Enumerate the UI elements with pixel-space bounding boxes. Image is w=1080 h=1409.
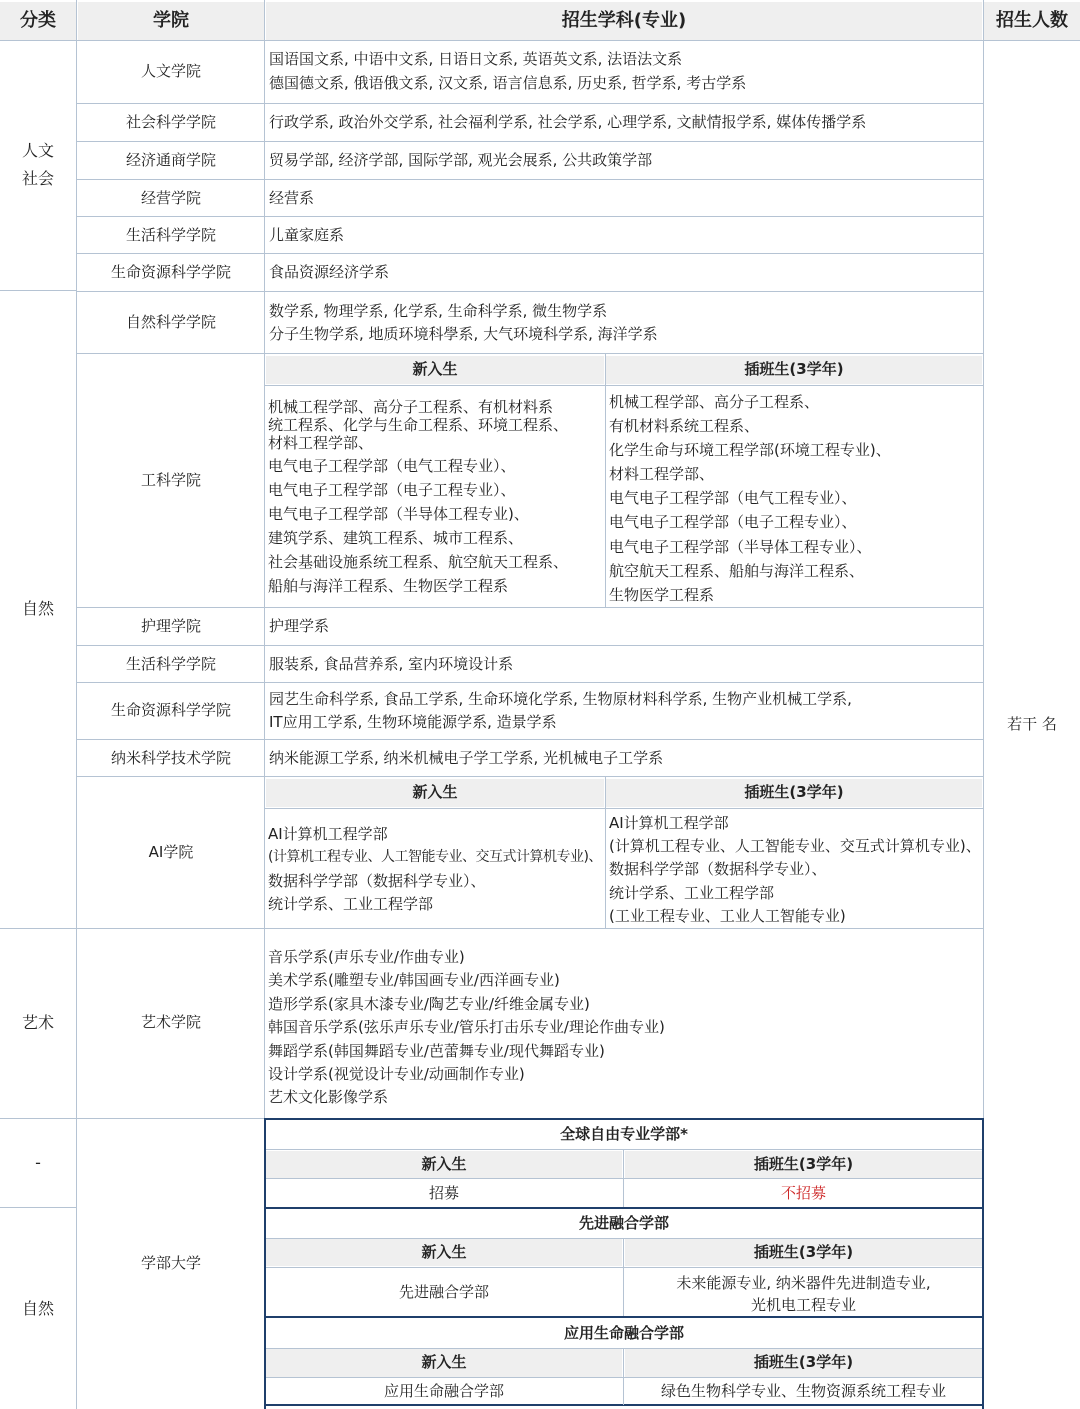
major-line: 行政学系, 政治外交学系, 社会福利学系, 社会学系, 心理学系, 文献情报学系, 媒体传播学系 xyxy=(269,113,867,132)
college-r5: 生活科学学院 xyxy=(125,225,216,244)
major-line: 国语国文系, 中语中文系, 日语日文系, 英语英文系, 法语法文系 xyxy=(269,50,683,68)
grid-line xyxy=(623,1348,624,1405)
major-line: 航空航天工程系、船舶与海洋工程系、 xyxy=(609,561,865,580)
grid-line xyxy=(266,1178,982,1179)
major-line: (计算机工程专业、人工智能专业、交互式计算机专业)、 xyxy=(609,837,981,856)
major-line: 电气电子工程学部（电子工程专业）、 xyxy=(268,481,516,499)
college-r14: 艺术学院 xyxy=(140,1013,201,1032)
college-r13: AI学院 xyxy=(148,842,194,861)
category-nature-2: 自然 xyxy=(21,1298,54,1318)
grid-line xyxy=(76,1118,264,1119)
major-line: 贸易学部, 经济学部, 国际学部, 观光会展系, 公共政策学部 xyxy=(269,150,653,169)
majors-r5 xyxy=(265,217,983,254)
major-line: 设计学系(视觉设计专业/动画制作专业) xyxy=(268,1065,525,1084)
majors-r11 xyxy=(265,683,983,739)
majors-r12 xyxy=(265,740,983,777)
grid-line xyxy=(76,216,984,217)
global-new-value: 招募 xyxy=(428,1183,459,1202)
college-r8: 工科学院 xyxy=(140,471,201,490)
frame-line xyxy=(982,1118,984,1409)
major-line: 材料工程学部、 xyxy=(268,434,374,452)
advanced-new-value: 先进融合学部 xyxy=(398,1283,489,1302)
grid-line xyxy=(983,0,984,1118)
eng-new-list xyxy=(265,398,605,604)
grid-line xyxy=(264,808,984,809)
frame-line xyxy=(264,1316,984,1318)
eng-transfer-list xyxy=(606,390,982,606)
grid-line xyxy=(0,1207,77,1208)
major-line: 食品资源经济学系 xyxy=(269,262,390,281)
major-line: (计算机工程专业、人工智能专业、交互式计算机专业)、 xyxy=(268,849,602,866)
grid-line xyxy=(0,290,77,291)
major-line: 经营系 xyxy=(269,188,315,207)
major-line: 电气电子工程学部（电子工程专业）、 xyxy=(609,513,857,532)
major-line: 数学系, 物理学系, 化学系, 生命科学系, 微生物学系 xyxy=(269,301,608,320)
grid-line xyxy=(264,385,984,386)
major-line: 数据科学学部（数据科学专业）、 xyxy=(268,871,486,890)
college-r10: 生活科学学院 xyxy=(125,654,216,673)
grid-line xyxy=(76,353,984,354)
major-line: 美术学系(雕塑专业/韩国画专业/西洋画专业) xyxy=(268,971,560,990)
global-title: 全球自由专业学部* xyxy=(560,1124,688,1143)
major-line: 纳米能源工学系, 纳米机械电子学工学系, 光机械电子工学系 xyxy=(269,748,664,767)
major-line: IT应用工学系, 生物环境能源学系, 造景学系 xyxy=(269,713,557,731)
majors-r2 xyxy=(265,104,983,142)
frame-line xyxy=(264,1118,984,1120)
major-line: 电气电子工程学部（半导体工程专业)、 xyxy=(268,505,529,523)
grid-line xyxy=(266,1149,982,1150)
life-title: 应用生命融合学部 xyxy=(563,1323,684,1342)
major-line: 社会基础设施系统工程系、航空航天工程系、 xyxy=(268,553,569,571)
major-line: 统计学系、工业工程学部 xyxy=(268,894,434,913)
major-line: 统工程系、化学与生命工程系、环境工程系、 xyxy=(268,416,569,434)
grid-line xyxy=(266,1267,982,1268)
grid-line xyxy=(76,645,984,646)
major-line: 儿童家庭系 xyxy=(269,225,345,244)
advanced-transfer-label: 插班生(3学年) xyxy=(625,1239,982,1266)
major-line: 化学生命与环境工程学部(环境工程专业)、 xyxy=(609,441,891,460)
grid-line xyxy=(0,40,1080,41)
grid-line xyxy=(264,0,265,1118)
college-r3: 经济通商学院 xyxy=(125,150,216,169)
grid-line xyxy=(605,353,606,607)
grid-line xyxy=(266,1238,982,1239)
grid-line xyxy=(266,1348,982,1349)
major-line: (工业工程专业、工业人工智能专业) xyxy=(609,906,846,925)
ai-transfer-list xyxy=(606,812,982,928)
grid-line xyxy=(623,1238,624,1316)
major-line: 园艺生命科学系, 食品工学系, 生命环境化学系, 生物原材料科学系, 生物产业机械工学系, xyxy=(269,689,852,708)
majors-r10 xyxy=(265,646,983,683)
majors-r4 xyxy=(265,180,983,217)
life-new-value: 应用生命融合学部 xyxy=(383,1382,504,1401)
grid-line xyxy=(76,141,984,142)
global-new-label: 新入生 xyxy=(266,1151,622,1178)
grid-line xyxy=(76,103,984,104)
category-arts: 艺术 xyxy=(21,1013,54,1033)
college-r15: 学部大学 xyxy=(140,1253,201,1272)
majors-r1 xyxy=(265,40,983,103)
major-line: 电气电子工程学部（半导体工程专业）、 xyxy=(609,537,872,556)
major-line: 数据科学学部（数据科学专业）、 xyxy=(609,860,827,879)
major-line: 电气电子工程学部（电气工程专业）、 xyxy=(268,457,516,475)
major-line: 音乐学系(声乐专业/作曲专业) xyxy=(268,948,465,966)
header-majors: 招生学科(专业) xyxy=(266,2,982,40)
grid-line xyxy=(76,291,984,292)
grid-line xyxy=(76,776,984,777)
advanced-title: 先进融合学部 xyxy=(578,1214,669,1233)
major-line: 统计学系、工业工程学部 xyxy=(609,883,775,902)
grid-line xyxy=(76,253,984,254)
category-nature: 自然 xyxy=(21,599,54,619)
header-category: 分类 xyxy=(0,2,76,40)
eng-new-rest xyxy=(265,454,605,598)
grid-line xyxy=(623,1149,624,1207)
eng-new-label: 新入生 xyxy=(266,356,604,384)
life-new-label: 新入生 xyxy=(266,1349,622,1377)
major-line: 电气电子工程学部（电气工程专业）、 xyxy=(609,489,857,508)
category-dash: - xyxy=(35,1153,41,1173)
major-line: 韩国音乐学系(弦乐声乐专业/管乐打击乐专业/理论作曲专业) xyxy=(268,1018,665,1037)
grid-line xyxy=(0,1118,77,1119)
major-line: 服装系, 食品营养系, 室内环境设计系 xyxy=(269,654,514,673)
majors-r6 xyxy=(265,254,983,291)
major-line: 船舶与海洋工程系、生物医学工程系 xyxy=(268,577,509,595)
header-college: 学院 xyxy=(78,2,264,40)
major-line: 未来能源专业, 纳米器件先进制造专业, xyxy=(676,1274,931,1292)
frame-line xyxy=(264,1118,266,1409)
quota-value: 若干 名 xyxy=(1007,714,1057,733)
major-line: AI计算机工程学部 xyxy=(609,814,729,832)
ai-transfer-label: 插班生(3学年) xyxy=(606,779,982,807)
frame-line xyxy=(264,1404,984,1406)
major-line: 机械工程学部、高分子工程系、 xyxy=(609,393,820,411)
category-humanities: 人文 社会 xyxy=(21,141,54,188)
major-line: 舞蹈学系(韩国舞蹈专业/芭蕾舞专业/现代舞蹈专业) xyxy=(268,1041,605,1060)
college-r11: 生命资源科学学院 xyxy=(110,701,231,720)
grid-line xyxy=(0,928,77,929)
majors-r14 xyxy=(265,946,983,1111)
advanced-new-label: 新入生 xyxy=(266,1239,622,1266)
major-line: 德国德文系, 俄语俄文系, 汉文系, 语言信息系, 历史系, 哲学系, 考古学系 xyxy=(269,73,747,92)
college-r6: 生命资源科学学院 xyxy=(110,262,231,281)
majors-r3 xyxy=(265,142,983,179)
major-line: 艺术文化影像学系 xyxy=(268,1088,389,1107)
eng-new-tight xyxy=(265,398,605,452)
college-r4: 经营学院 xyxy=(140,188,201,207)
major-line: AI计算机工程学部 xyxy=(268,825,388,843)
major-line: 机械工程学部、高分子工程系、有机材料系 xyxy=(268,398,554,416)
grid-line xyxy=(76,179,984,180)
majors-r7 xyxy=(265,292,983,354)
grid-line xyxy=(76,0,77,1409)
major-line: 生物医学工程系 xyxy=(609,585,715,604)
grid-line xyxy=(605,776,606,928)
major-line: 分子生物学系, 地质环境科學系, 大气环境科学系, 海洋学系 xyxy=(269,325,658,343)
majors-r9 xyxy=(265,608,983,646)
eng-transfer-label: 插班生(3学年) xyxy=(606,356,982,384)
ai-new-label: 新入生 xyxy=(266,779,604,807)
grid-line xyxy=(76,928,984,929)
major-line: 护理学系 xyxy=(269,617,330,636)
life-transfer-value: 绿色生物科学专业、生物资源系统工程专业 xyxy=(660,1382,946,1401)
major-line: 材料工程学部、 xyxy=(609,465,715,484)
major-line: 造形学系(家具木漆专业/陶艺专业/纤维金属专业) xyxy=(268,994,590,1013)
global-transfer-label: 插班生(3学年) xyxy=(625,1151,982,1178)
major-line: 光机电工程专业 xyxy=(750,1296,856,1314)
major-line: 有机材料系统工程系、 xyxy=(609,417,760,436)
college-r2: 社会科学学院 xyxy=(125,113,216,132)
college-r7: 自然科学学院 xyxy=(125,313,216,332)
grid-line xyxy=(76,739,984,740)
frame-line xyxy=(264,1207,984,1209)
major-line: 建筑学系、建筑工程系、城市工程系、 xyxy=(268,529,524,547)
grid-line xyxy=(76,682,984,683)
college-r1: 人文学院 xyxy=(140,61,201,80)
grid-line xyxy=(266,1377,982,1378)
college-r12: 纳米科学技术学院 xyxy=(110,748,231,767)
grid-line xyxy=(76,607,984,608)
header-quota: 招生人数 xyxy=(984,2,1080,40)
college-r9: 护理学院 xyxy=(140,617,201,636)
life-transfer-label: 插班生(3学年) xyxy=(625,1349,982,1377)
ai-new-list xyxy=(265,823,605,923)
advanced-transfer-value xyxy=(625,1270,982,1318)
global-transfer-value: 不招募 xyxy=(780,1183,826,1202)
